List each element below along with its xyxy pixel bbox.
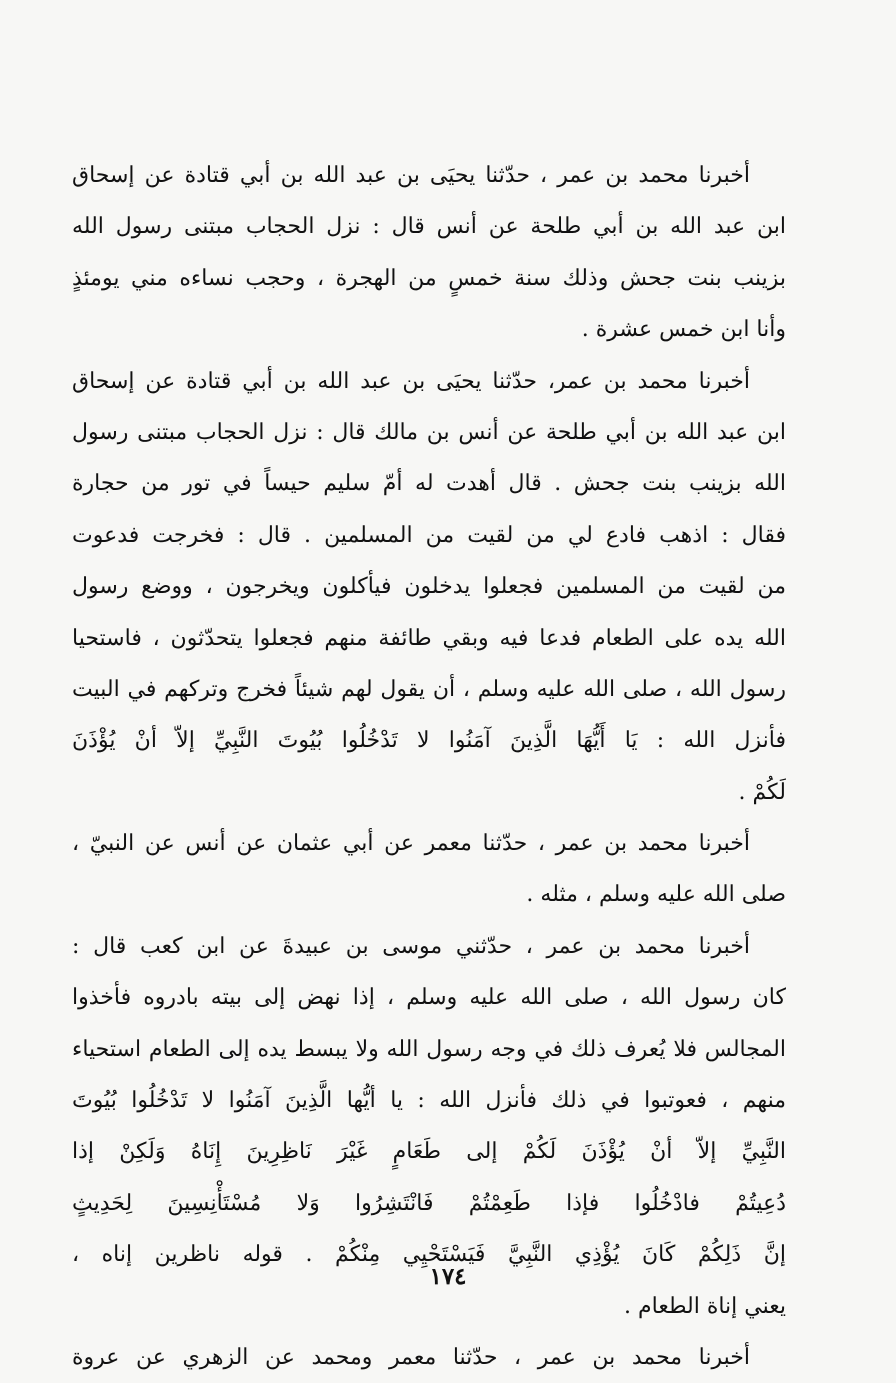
text-line: إنَّ ذَلِكُمْ كَانَ يُؤْذِي النَّبِيَّ فَيَسْتَحْيِي مِنْكُمْ . قوله ناظرين إناه ، [72, 1242, 786, 1268]
text-line: لَكُمْ . [738, 779, 786, 805]
text-line: منهم ، فعوتبوا في ذلك فأنزل الله : يا أيُّها الَّذِينَ آمَنُوا لا تَدْخُلُوا بُيُوتَ [72, 1088, 786, 1114]
text-line: فقال : اذهب فادع لي من لقيت من المسلمين . قال : فخرجت فدعوت [72, 522, 786, 548]
text-line: دُعِيتُمْ فادْخُلُوا فإذا طَعِمْتُمْ فَانْتَشِرُوا وَلا مُسْتَأْنِسِينَ لِحَدِيثٍ [72, 1190, 786, 1216]
text-line: وأنا ابن خمس عشرة . [581, 317, 786, 343]
text-line: الله يده على الطعام فدعا فيه وبقي طائفة منهم فجعلوا يتحدّثون ، فاستحيا [72, 625, 786, 651]
text-line: صلى الله عليه وسلم ، مثله . [526, 882, 786, 908]
text-line: فأنزل الله : يَا أَيُّهَا الَّذِينَ آمَنُوا لا تَدْخُلُوا بُيُوتَ النَّبِيِّ إلاّ أنْ يُؤْذَنَ [72, 728, 786, 754]
text-line: أخبرنا محمد بن عمر ، حدّثني موسى بن عبيدةَ عن ابن كعب قال : [72, 933, 750, 959]
text-line: الله بزينب بنت جحش . قال أهدت له أمّ سليم حيساً في تور من حجارة [72, 471, 786, 497]
text-line: أخبرنا محمد بن عمر ، حدّثنا معمر ومحمد عن الزهري عن عروة [72, 1344, 750, 1370]
text-line: رسول الله ، صلى الله عليه وسلم ، أن يقول لهم شيئاً فخرج وتركهم في البيت [72, 676, 786, 702]
text-line: كان رسول الله ، صلى الله عليه وسلم ، إذا نهض إلى بيته بادروه فأخذوا [72, 985, 786, 1011]
text-line: أخبرنا محمد بن عمر ، حدّثنا يحيَى بن عبد الله بن أبي قتادة عن إسحاق [72, 163, 750, 188]
text-line: أخبرنا محمد بن عمر، حدّثنا يحيَى بن عبد الله بن أبي قتادة عن إسحاق [72, 368, 750, 394]
text-line: أخبرنا محمد بن عمر ، حدّثنا معمر عن أبي عثمان عن أنس عن النبيّ ، [72, 831, 750, 857]
text-line: ابن عبد الله بن أبي طلحة عن أنس قال : نزل الحجاب مبتنى رسول الله [72, 214, 786, 240]
text-line: المجالس فلا يُعرف ذلك في وجه رسول الله ولا يبسط يده إلى الطعام استحياء [72, 1036, 786, 1062]
page-body-text [72, 150, 786, 1383]
page-number: ١٧٤ [429, 1263, 467, 1290]
text-line: بزينب بنت جحش وذلك سنة خمسٍ من الهجرة ، وحجب نساءه مني يومئذٍ [72, 265, 786, 291]
text-line: النَّبِيِّ إلاّ أنْ يُؤْذَنَ لَكُمْ إلى طَعَامٍ غَيْرَ نَاظِرِينَ إِنَاهُ وَلَكِنْ إذا [72, 1139, 786, 1165]
text-line: ابن عبد الله بن أبي طلحة عن أنس بن مالك قال : نزل الحجاب مبتنى رسول [72, 419, 786, 445]
text-line: من لقيت من المسلمين فجعلوا يدخلون فيأكلون ويخرجون ، ووضع رسول [72, 574, 786, 600]
text-line: يعني إناة الطعام . [624, 1293, 786, 1319]
